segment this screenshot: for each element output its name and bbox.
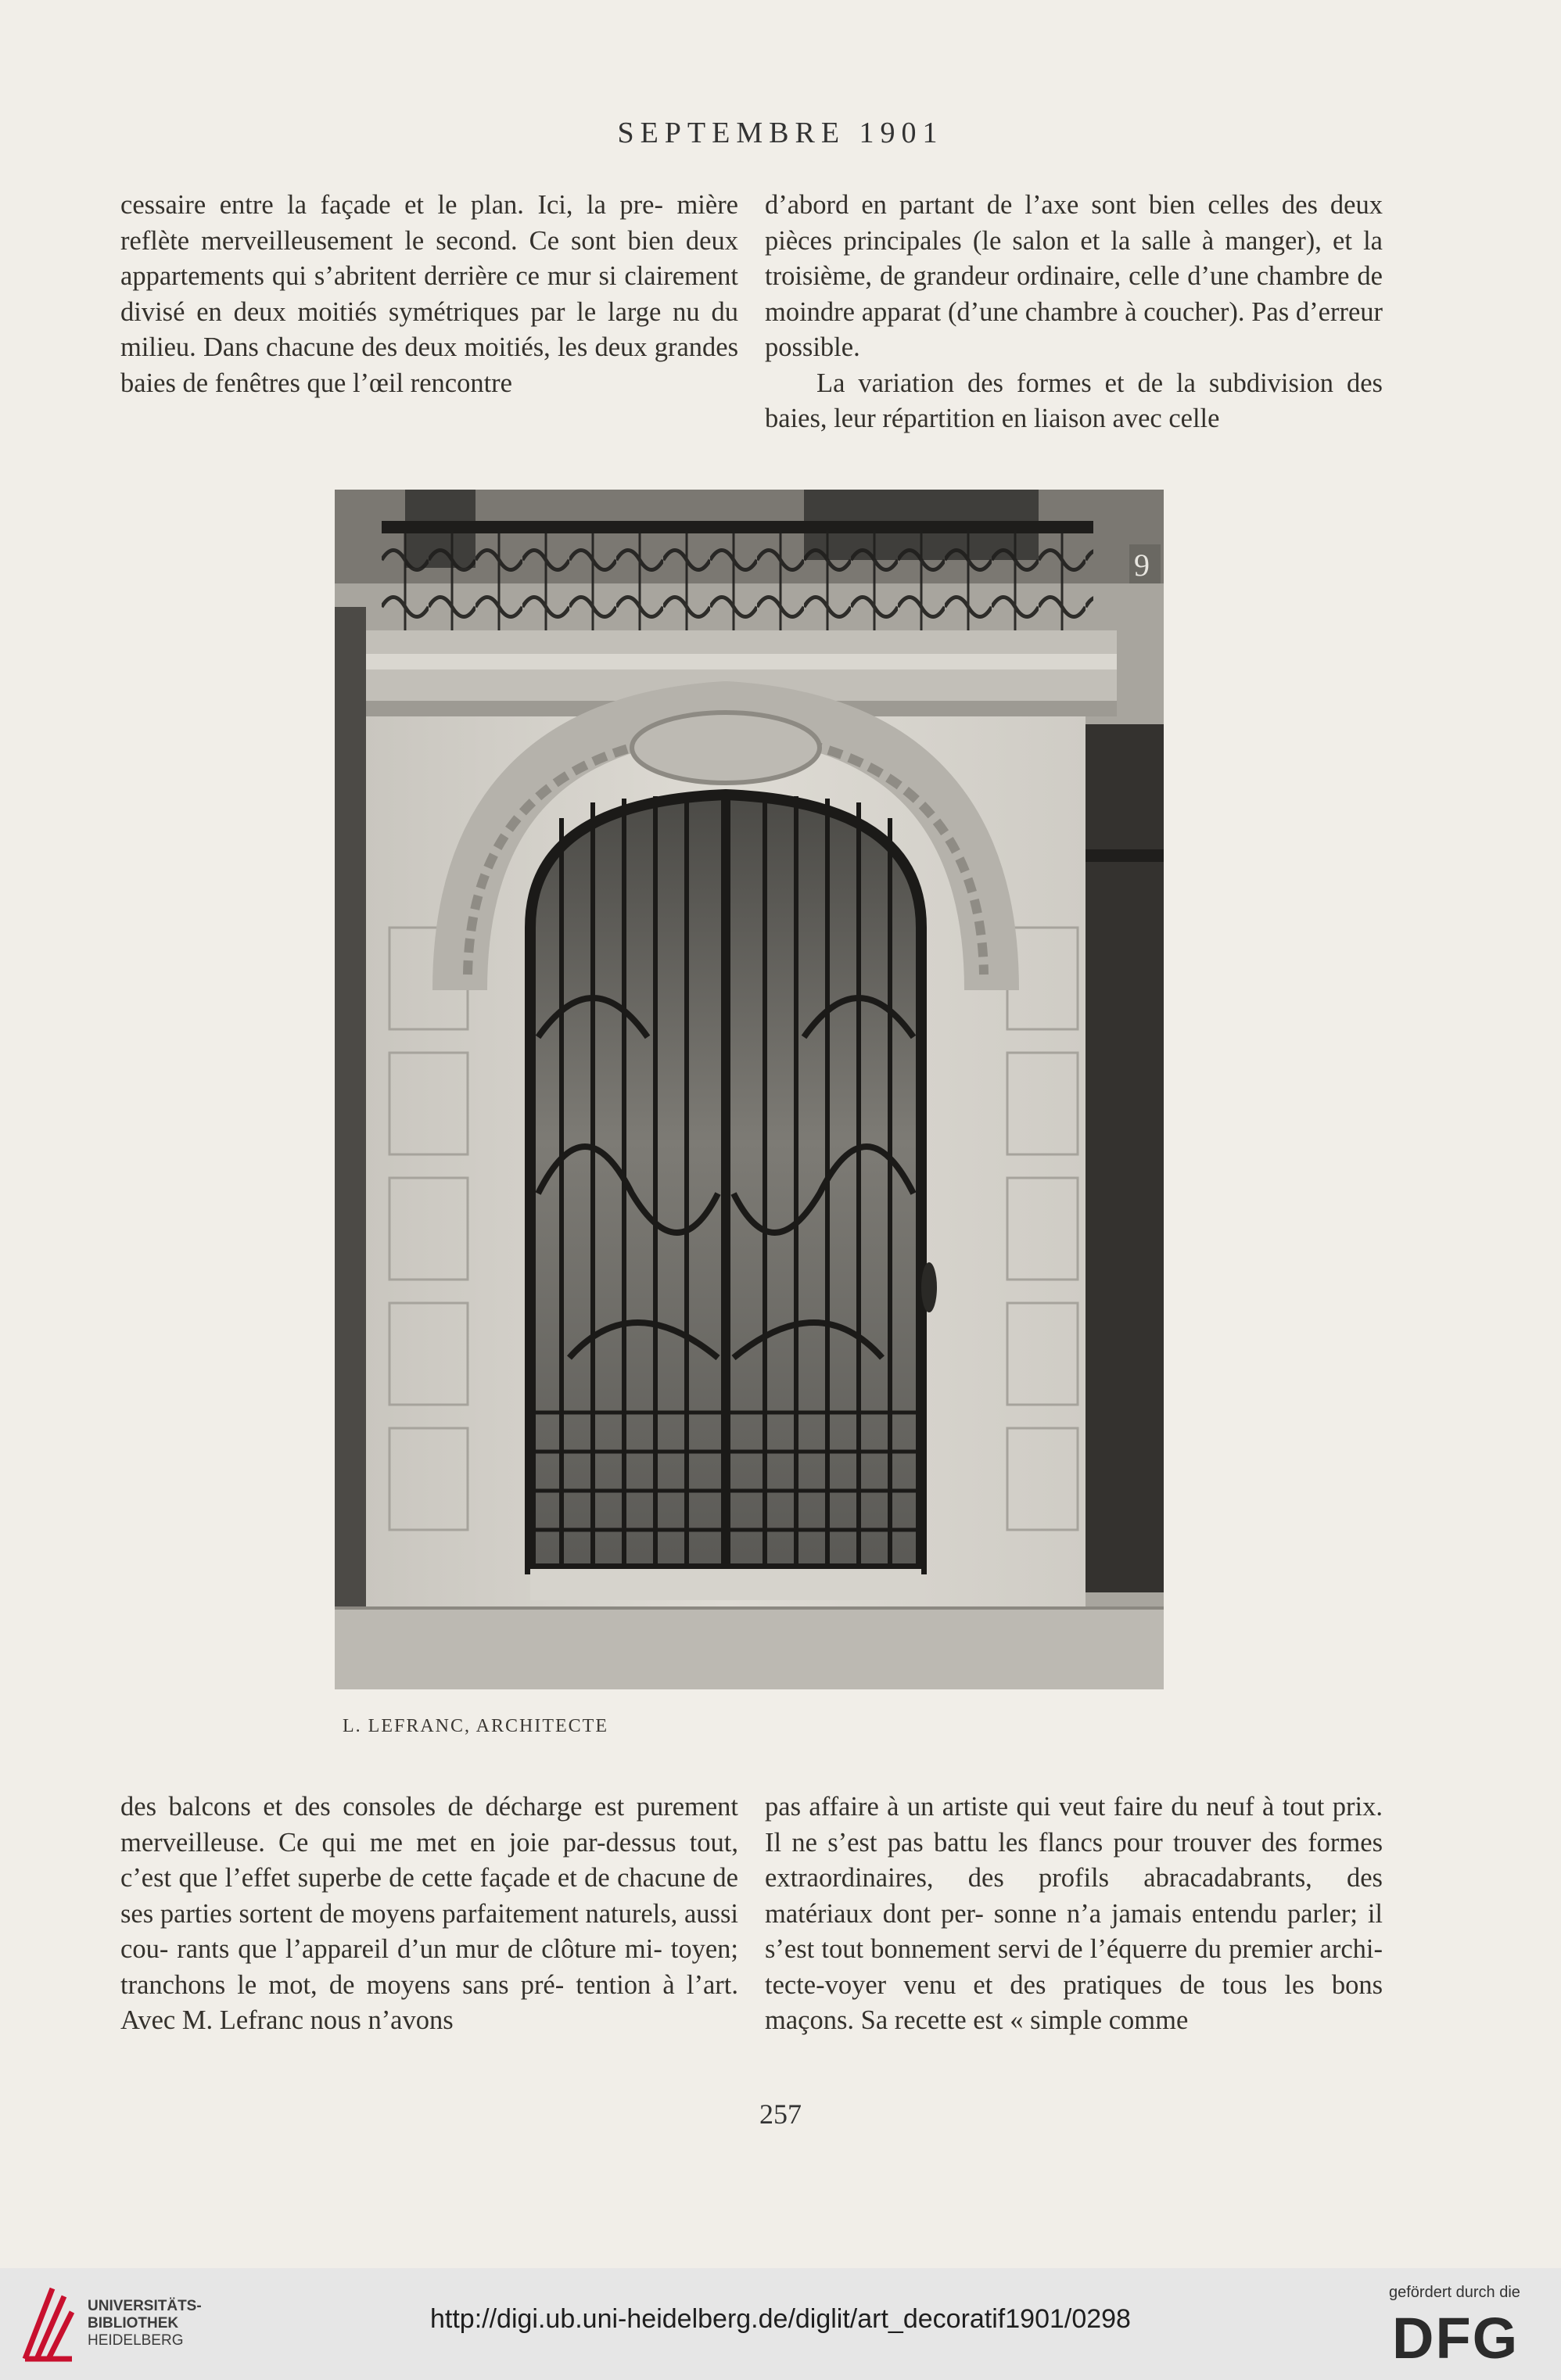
dfg-logo: DFG	[1392, 2306, 1520, 2371]
paragraph: cessaire entre la façade et le plan. Ici, la pre- mière reflète merveilleusement le second. Ce sont bien deux appartements qui s’abritent derrière ce mur si clairement divisé en deux moitiés symétriques par le large nu du milieu. Dans chacune des deux moitiés, les deux grandes baies de fenêtres que l’œil rencontre	[120, 190, 738, 398]
digitization-footer	[0, 2268, 1561, 2380]
running-title: SEPTEMBRE 1901	[617, 117, 944, 149]
text-column-bottom-right	[765, 1789, 1383, 2039]
library-name-line: UNIVERSITÄTS-	[88, 2298, 202, 2314]
page-number: 257	[759, 2098, 802, 2130]
funded-by-label: gefördert durch die	[1389, 2284, 1520, 2301]
paragraph: des balcons et des consoles de décharge est purement merveilleuse. Ce qui me met en joie par-dessus tout, c’est que l’effet superbe de cette façade et de chacune de ses parties sortent de moyens parfaitement naturels, aussi cou- rants que l’appareil d’un mur de clôture mi- toyen; tranchons le mot, de moyens sans pré- tention à l’art. Avec M. Lefranc nous n’avons	[120, 1792, 738, 2035]
library-name-line: BIBLIOTHEK	[88, 2315, 179, 2332]
plate-caption: L. LEFRANC, ARCHITECTE	[343, 1716, 609, 1736]
house-number: 9	[1134, 547, 1150, 583]
library-name	[88, 2298, 202, 2349]
paragraph: d’abord en partant de l’axe sont bien celles des deux pièces principales (le salon et la salle à manger), et la troisième, de grandeur ordinaire, celle d’une chambre de moindre apparat (d’une chambre à coucher). Pas d’erreur possible.	[765, 190, 1383, 362]
gateway-photograph	[335, 490, 1164, 1689]
photo-plate-gateway	[335, 490, 1164, 1689]
library-name-line: HEIDELBERG	[88, 2332, 184, 2349]
permalink-url[interactable]: http://digi.ub.uni-heidelberg.de/diglit/art_decoratif1901/0298	[430, 2304, 1131, 2334]
text-column-top-right	[765, 188, 1383, 437]
text-column-bottom-left	[120, 1789, 738, 2039]
text-column-top-left	[120, 188, 738, 401]
paragraph: La variation des formes et de la subdivision des baies, leur répartition en liaison avec celle	[765, 368, 1383, 433]
university-library-logo-icon	[17, 2281, 80, 2367]
paragraph: pas affaire à un artiste qui veut faire du neuf à tout prix. Il ne s’est pas battu les flancs pour trouver des formes extraordinaires, des profils abracadabrants, des matériaux dont per- sonne n’a jamais entendu parler; il s’est tout bonnement servi de l’équerre du premier archi- tecte-voyer venu et des pratiques de tous les bons maçons. Sa recette est « simple comme	[765, 1792, 1383, 2035]
